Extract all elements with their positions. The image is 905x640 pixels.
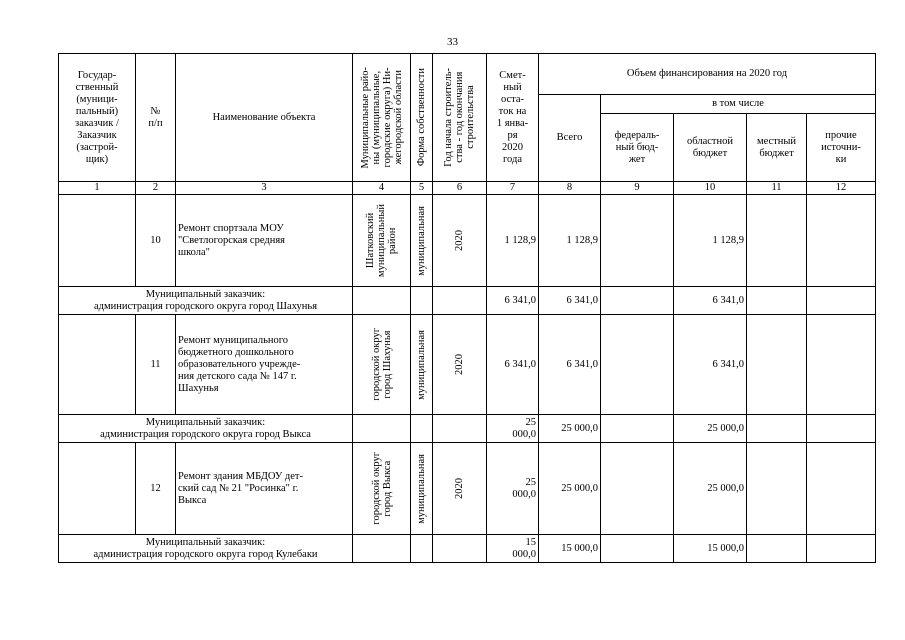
remainder-value: 1 128,9 xyxy=(487,195,539,287)
header-district: Муниципальные райо- ны (муниципальные, городские округа) Ни- жегородской области xyxy=(359,66,404,169)
empty-cell xyxy=(601,287,674,315)
header-total: Всего xyxy=(539,95,601,182)
header-customer: Государ- ственный (муници- пальный) заказчик / Заказчик (застрой- щик) xyxy=(59,54,136,182)
district: городской округ город Шахунья xyxy=(370,328,393,401)
header-federal: федераль- ный бюд- жет xyxy=(601,114,674,182)
empty-cell xyxy=(807,287,876,315)
year-cell xyxy=(433,195,487,287)
column-number: 10 xyxy=(674,182,747,195)
header-ownership-cell xyxy=(411,54,433,182)
federal-value xyxy=(601,443,674,535)
other-value xyxy=(807,315,876,415)
customer-text: Муниципальный заказчик: администрация городского округа город Шахунья xyxy=(59,287,353,315)
customer-row xyxy=(59,287,876,315)
district: городской округ город Выкса xyxy=(370,452,393,525)
empty-cell xyxy=(433,415,487,443)
column-number: 3 xyxy=(176,182,353,195)
total-value: 6 341,0 xyxy=(539,315,601,415)
empty-cell xyxy=(353,415,411,443)
year-cell xyxy=(433,443,487,535)
object-name: Ремонт спортзала МОУ "Светлогорская средняя школа" xyxy=(176,195,353,287)
page-number: 33 xyxy=(447,36,458,48)
header-ownership: Форма собственности xyxy=(416,68,427,167)
remainder-value: 6 341,0 xyxy=(487,315,539,415)
table-row xyxy=(59,443,876,535)
district: Шатковский муниципальный район xyxy=(365,203,398,278)
empty-cell xyxy=(601,535,674,563)
object-number: 12 xyxy=(136,443,176,535)
oblast-value: 6 341,0 xyxy=(674,315,747,415)
district-cell xyxy=(353,443,411,535)
column-number: 7 xyxy=(487,182,539,195)
empty-cell xyxy=(411,535,433,563)
remainder-value: 6 341,0 xyxy=(487,287,539,315)
object-number: 11 xyxy=(136,315,176,415)
district-cell xyxy=(353,195,411,287)
ownership-cell xyxy=(411,195,433,287)
object-name: Ремонт здания МБДОУ дет- ский сад № 21 "Росинка" г. Выкса xyxy=(176,443,353,535)
empty-cell xyxy=(747,415,807,443)
empty-cell xyxy=(353,287,411,315)
federal-value xyxy=(601,195,674,287)
empty-cell xyxy=(353,535,411,563)
header-financing: Объем финансирования на 2020 год xyxy=(539,54,876,95)
column-number: 8 xyxy=(539,182,601,195)
year-cell xyxy=(433,315,487,415)
local-value xyxy=(747,443,807,535)
financing-table xyxy=(58,53,876,563)
federal-value xyxy=(601,315,674,415)
total-value: 1 128,9 xyxy=(539,195,601,287)
district-cell xyxy=(353,315,411,415)
ownership: муниципальная xyxy=(416,453,427,524)
empty-cell xyxy=(807,535,876,563)
customer-row xyxy=(59,535,876,563)
empty-cell xyxy=(411,287,433,315)
customer-row xyxy=(59,415,876,443)
year: 2020 xyxy=(454,354,465,375)
empty-cell xyxy=(747,535,807,563)
local-value xyxy=(747,195,807,287)
customer-cell xyxy=(59,195,136,287)
customer-text: Муниципальный заказчик: администрация городского округа город Выкса xyxy=(59,415,353,443)
oblast-value: 25 000,0 xyxy=(674,415,747,443)
header-oblast: областной бюджет xyxy=(674,114,747,182)
header-row-1 xyxy=(59,54,876,95)
year: 2020 xyxy=(454,230,465,251)
remainder-value: 25 000,0 xyxy=(487,443,539,535)
header-years-cell xyxy=(433,54,487,182)
column-number-row xyxy=(59,182,876,195)
table-row xyxy=(59,195,876,287)
column-number: 11 xyxy=(747,182,807,195)
total-value: 25 000,0 xyxy=(539,443,601,535)
customer-cell xyxy=(59,443,136,535)
header-district-cell xyxy=(353,54,411,182)
customer-text: Муниципальный заказчик: администрация городского округа город Кулебаки xyxy=(59,535,353,563)
ownership-cell xyxy=(411,443,433,535)
column-number: 4 xyxy=(353,182,411,195)
local-value xyxy=(747,315,807,415)
other-value xyxy=(807,443,876,535)
empty-cell xyxy=(807,415,876,443)
column-number: 6 xyxy=(433,182,487,195)
header-including: в том числе xyxy=(601,95,876,114)
column-number: 1 xyxy=(59,182,136,195)
remainder-value: 15 000,0 xyxy=(487,535,539,563)
oblast-value: 15 000,0 xyxy=(674,535,747,563)
customer-cell xyxy=(59,315,136,415)
header-years: Год начала строитель- ства - год окончания строительства xyxy=(443,68,476,167)
empty-cell xyxy=(433,287,487,315)
oblast-value: 25 000,0 xyxy=(674,443,747,535)
ownership: муниципальная xyxy=(416,205,427,276)
total-value: 6 341,0 xyxy=(539,287,601,315)
total-value: 25 000,0 xyxy=(539,415,601,443)
remainder-value: 25 000,0 xyxy=(487,415,539,443)
empty-cell xyxy=(601,415,674,443)
column-number: 5 xyxy=(411,182,433,195)
column-number: 12 xyxy=(807,182,876,195)
other-value xyxy=(807,195,876,287)
header-local: местный бюджет xyxy=(747,114,807,182)
empty-cell xyxy=(433,535,487,563)
empty-cell xyxy=(411,415,433,443)
year: 2020 xyxy=(454,478,465,499)
header-other: прочие источни- ки xyxy=(807,114,876,182)
empty-cell xyxy=(747,287,807,315)
oblast-value: 6 341,0 xyxy=(674,287,747,315)
object-number: 10 xyxy=(136,195,176,287)
table-row xyxy=(59,315,876,415)
header-remainder: Смет- ный оста- ток на 1 янва- ря 2020 года xyxy=(487,54,539,182)
column-number: 9 xyxy=(601,182,674,195)
oblast-value: 1 128,9 xyxy=(674,195,747,287)
object-name: Ремонт муниципального бюджетного дошкольного образовательного учрежде- ния детского сада № 147 г. Шахунья xyxy=(176,315,353,415)
header-object-name: Наименование объекта xyxy=(176,54,353,182)
ownership-cell xyxy=(411,315,433,415)
column-number: 2 xyxy=(136,182,176,195)
ownership: муниципальная xyxy=(416,329,427,400)
header-number: № п/п xyxy=(136,54,176,182)
total-value: 15 000,0 xyxy=(539,535,601,563)
